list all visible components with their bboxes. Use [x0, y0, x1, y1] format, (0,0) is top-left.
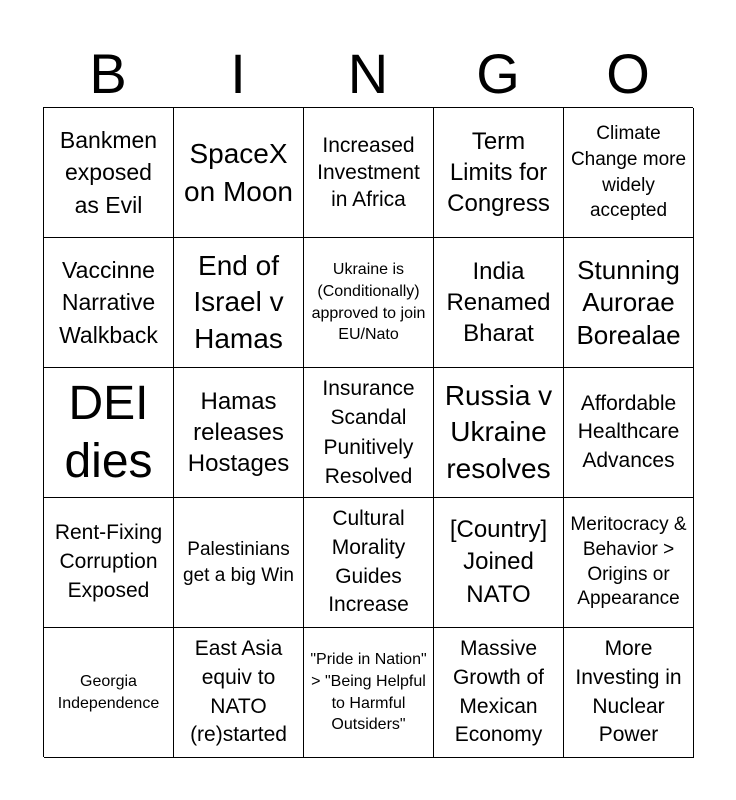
- bingo-cell[interactable]: [564, 108, 694, 238]
- bingo-cell[interactable]: [434, 498, 564, 628]
- bingo-cell[interactable]: [174, 628, 304, 758]
- bingo-cell[interactable]: [174, 498, 304, 628]
- cell-text: More Investing in Nuclear Power: [575, 636, 682, 747]
- bingo-cell[interactable]: [434, 628, 564, 758]
- bingo-header: [43, 40, 693, 108]
- cell-text: DEI dies: [64, 376, 153, 488]
- bingo-cell[interactable]: [434, 238, 564, 368]
- cell-text: Rent-Fixing Corruption Exposed: [54, 521, 163, 602]
- bingo-cell[interactable]: [304, 368, 434, 498]
- cell-text: Insurance Scandal Punitively Resolved: [322, 376, 415, 488]
- cell-text: Georgia Independence: [57, 672, 160, 712]
- bingo-cell[interactable]: [304, 498, 434, 628]
- cell-text: SpaceX on Moon: [184, 137, 293, 207]
- cell-text: Ukraine is (Conditionally) approved to join EU/Nato: [311, 261, 426, 344]
- bingo-cell[interactable]: [44, 238, 174, 368]
- bingo-cell[interactable]: [174, 238, 304, 368]
- bingo-cell[interactable]: [304, 238, 434, 368]
- cell-text: Russia v Ukraine resolves: [444, 379, 553, 484]
- bingo-cell[interactable]: [44, 498, 174, 628]
- bingo-cell[interactable]: [174, 108, 304, 238]
- cell-text: East Asia equiv to NATO (re)started: [190, 636, 287, 747]
- bingo-cell[interactable]: [44, 108, 174, 238]
- cell-text: Cultural Morality Guides Increase: [328, 506, 409, 617]
- bingo-cell[interactable]: [174, 368, 304, 498]
- bingo-cell[interactable]: [304, 108, 434, 238]
- bingo-cell[interactable]: [44, 628, 174, 758]
- bingo-cell[interactable]: [564, 238, 694, 368]
- cell-text: Vaccinne Narrative Walkback: [59, 257, 158, 348]
- header-letter-g: G: [476, 42, 520, 105]
- cell-text: [Country] Joined NATO: [449, 515, 548, 608]
- cell-text: India Renamed Bharat: [446, 257, 551, 348]
- bingo-board: [43, 107, 693, 757]
- cell-text: End of Israel v Hamas: [193, 249, 284, 354]
- bingo-cell[interactable]: [304, 628, 434, 758]
- cell-text: Hamas releases Hostages: [187, 387, 290, 478]
- bingo-cell[interactable]: [564, 368, 694, 498]
- cell-text: Meritocracy & Behavior > Origins or Appearance: [570, 514, 687, 610]
- cell-text: Bankmen exposed as Evil: [59, 127, 158, 218]
- header-letter-n: N: [347, 42, 389, 105]
- bingo-cell[interactable]: [44, 368, 174, 498]
- header-letter-i: I: [230, 42, 246, 105]
- cell-text: Massive Growth of Mexican Economy: [452, 636, 545, 747]
- cell-text: "Pride in Nation" > "Being Helpful to Harmful Outsiders": [310, 651, 427, 734]
- bingo-cell[interactable]: [564, 628, 694, 758]
- cell-text: Increased Investment in Africa: [317, 133, 420, 212]
- bingo-cell[interactable]: [434, 368, 564, 498]
- cell-text: Palestinians get a big Win: [183, 538, 294, 586]
- cell-text: Term Limits for Congress: [447, 127, 550, 218]
- header-letter-b: B: [89, 42, 127, 105]
- cell-text: Stunning Aurorae Borealae: [576, 254, 681, 350]
- bingo-cell[interactable]: [434, 108, 564, 238]
- bingo-cell[interactable]: [564, 498, 694, 628]
- cell-text: Affordable Healthcare Advances: [577, 391, 680, 472]
- cell-text: Climate Change more widely accepted: [570, 123, 687, 222]
- header-letter-o: O: [606, 42, 650, 105]
